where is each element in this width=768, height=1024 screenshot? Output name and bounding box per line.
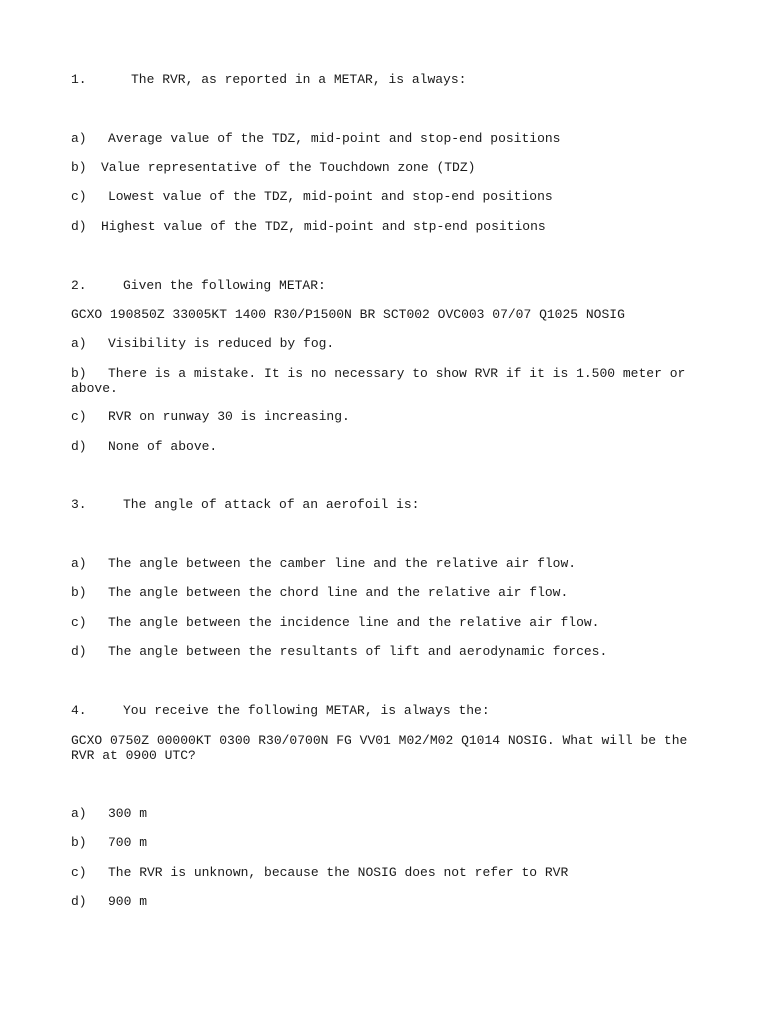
question-3-option-d (71, 644, 607, 659)
question-number: 2. (71, 278, 87, 293)
question-3-heading (71, 497, 419, 512)
option-letter: b) (71, 585, 87, 600)
option-letter: c) (71, 189, 87, 204)
option-text: 900 m (108, 894, 148, 909)
option-letter: c) (71, 409, 87, 424)
option-letter: a) (71, 336, 87, 351)
option-letter: a) (71, 556, 87, 571)
option-letter: d) (71, 644, 87, 659)
option-text: Lowest value of the TDZ, mid-point and stop-end positions (108, 189, 553, 204)
question-4-option-c (71, 865, 568, 880)
option-letter: b) (71, 835, 87, 850)
option-letter: d) (71, 894, 87, 909)
question-1-option-d (71, 219, 546, 234)
question-4-metar: GCXO 0750Z 00000KT 0300 R30/0700N FG VV01 M02/M02 Q1014 NOSIG. What will be the RVR at 0900 UTC? (71, 733, 688, 763)
option-text: The angle between the incidence line and the relative air flow. (108, 615, 600, 630)
option-letter: b) (71, 366, 87, 381)
option-text: Highest value of the TDZ, mid-point and stp-end positions (101, 219, 546, 234)
question-1-option-c (71, 189, 553, 204)
option-letter: a) (71, 131, 87, 146)
question-1-heading (71, 72, 466, 87)
option-text: The angle between the camber line and the relative air flow. (108, 556, 577, 571)
option-text: Visibility is reduced by fog. (108, 336, 335, 351)
option-letter: b) (71, 160, 87, 175)
question-4-option-a (71, 806, 147, 821)
question-number: 4. (71, 703, 87, 718)
question-number: 3. (71, 497, 87, 512)
question-2-metar: GCXO 190850Z 33005KT 1400 R30/P1500N BR SCT002 OVC003 07/07 Q1025 NOSIG (71, 307, 625, 322)
option-text: The angle between the chord line and the relative air flow. (108, 585, 569, 600)
question-1-option-a (71, 131, 560, 146)
option-letter: d) (71, 439, 87, 454)
option-text: Average value of the TDZ, mid-point and stop-end positions (108, 131, 561, 146)
question-number: 1. (71, 72, 87, 87)
option-text: None of above. (108, 439, 218, 454)
question-3-option-a (71, 556, 576, 571)
option-letter: c) (71, 615, 87, 630)
question-4-option-b (71, 835, 147, 850)
question-text: The angle of attack of an aerofoil is: (123, 497, 420, 512)
option-letter: d) (71, 219, 87, 234)
question-text: You receive the following METAR, is always the: (123, 703, 490, 718)
option-text: The angle between the resultants of lift and aerodynamic forces. (108, 644, 608, 659)
option-letter: c) (71, 865, 87, 880)
option-text: RVR on runway 30 is increasing. (108, 409, 350, 424)
question-1-option-b (71, 160, 475, 175)
question-3-option-b (71, 585, 568, 600)
question-2-heading (71, 278, 326, 293)
option-text: 300 m (108, 806, 148, 821)
option-text: 700 m (108, 835, 148, 850)
question-text: Given the following METAR: (123, 278, 326, 293)
question-4-heading (71, 703, 490, 718)
question-2-option-c (71, 409, 350, 424)
question-2-option-d (71, 439, 217, 454)
question-4-option-d (71, 894, 147, 909)
option-text: There is a mistake. It is no necessary to show RVR if it is 1.500 meter or above. (71, 366, 686, 396)
question-3-option-c (71, 615, 599, 630)
option-text: The RVR is unknown, because the NOSIG does not refer to RVR (108, 865, 569, 880)
question-2-option-b (71, 366, 701, 396)
question-2-option-a (71, 336, 334, 351)
option-text: Value representative of the Touchdown zone (TDZ) (101, 160, 476, 175)
option-letter: a) (71, 806, 87, 821)
question-text: The RVR, as reported in a METAR, is always: (131, 72, 467, 87)
